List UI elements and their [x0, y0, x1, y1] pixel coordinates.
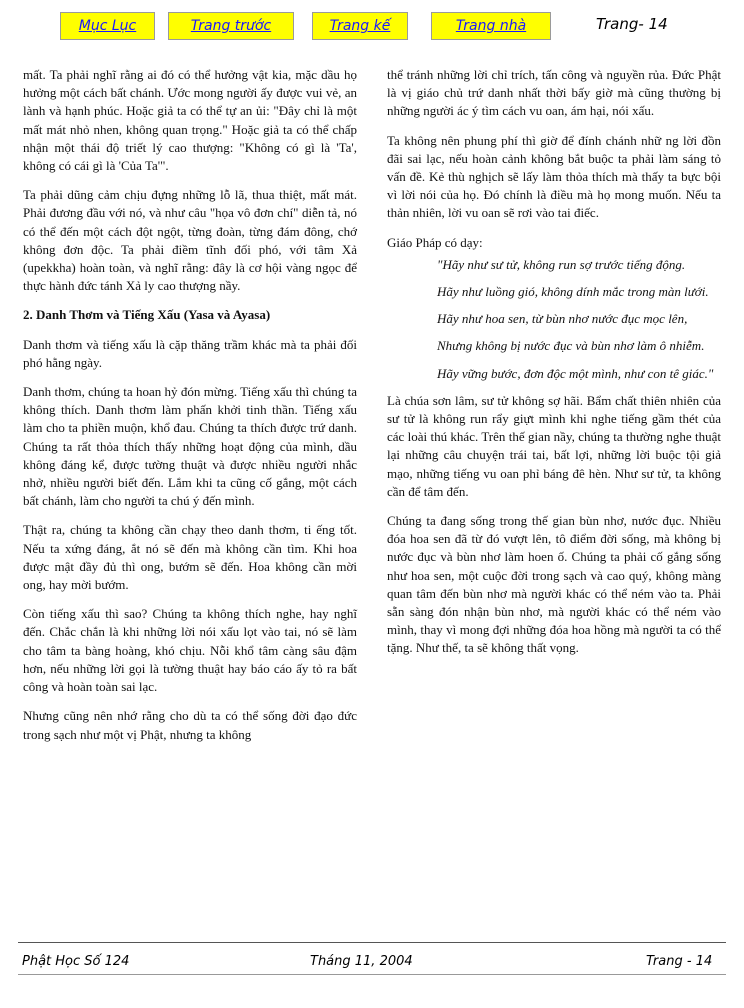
quote-line: "Hãy như sư tử, không run sợ trước tiếng động. [437, 256, 686, 272]
paragraph: Còn tiếng xấu thì sao? Chúng ta không thích nghe, hay nghĩ đến. Chắc chắn là khi những lời nói xấu lọt vào tai, nó sẽ làm cho tâm ta bàng hoàng, khó chịu. Nỗi khổ tâm càng sâu đậm hơn, nếu những lời gọi là tường thuật hay báo cáo ấy tỏ ra bất công và hoàn toàn sai lạc. [23, 606, 357, 695]
paragraph: Ta không nên phung phí thì giờ để đính chánh nhữ ng lời đồn đãi sai lạc, nếu hoàn cảnh không bắt buộc ta phải làm sáng tỏ vấn đề. Kẻ thù nghịch sẽ lấy làm thỏa thích mà thấy ta bực bội vì lời nói của họ. Đó chính là điều mà họ mong muốn. Nếu ta thản nhiên, lời vu oan sẽ rơi vào tai điếc. [387, 132, 721, 221]
right-text-column [387, 66, 721, 669]
muc-luc-button[interactable]: Mục Lục [60, 12, 155, 40]
paragraph: Ta phải dũng cảm chịu đựng những lỗ lã, thua thiệt, mất mát. Phải đương đầu với nó, và như câu "họa vô đơn chí" diễn tả, nó có thể đến một cách đột ngột, từng đoàn, từng đám đông, chớ không đơn độc. Ta phải điềm tĩnh đối phó, với tâm Xả (upekkha) hoàn toàn, và nghĩ rằng: đây là cơ hội vàng ngọc để thực hành đức tánh Xả ly cao thượng nầy. [23, 187, 357, 294]
quote-line: Hãy như luồng gió, không dính mắc trong màn lưới. [437, 284, 709, 300]
paragraph: Danh thơm và tiếng xấu là cặp thăng trầm khác mà ta phải đối phó hằng ngày. [23, 336, 357, 370]
quote-line: Hãy như hoa sen, từ bùn nhơ nước đục mọc lên, [437, 311, 688, 327]
previous-page-button[interactable]: Trang trước [168, 12, 294, 40]
paragraph: mất. Ta phải nghĩ rằng ai đó có thể hưởng vật kia, mặc dầu họ hưởng một cách bất chánh. Ước mong người ấy được vui vẻ, an lành và hạnh phúc. Hoặc giả ta có thể tự an ủi: "Đây chỉ là một mất mát nhỏ nhen, không quan trọng." Hoặc giả ta có thể chấp nhận một thái độ triết lý cao thượng: "Không có gì là 'Ta', không có cái gì là 'Của Ta'". [23, 67, 357, 174]
quote-line: Nhưng không bị nước đục và bùn nhơ làm ô nhiễm. [437, 338, 705, 354]
paragraph: Giáo Pháp có dạy: [387, 234, 483, 250]
footer-date: Tháng 11, 2004 [310, 954, 413, 969]
quote-line: Hãy vững bước, đơn độc một mình, như con tê giác." [437, 365, 714, 381]
paragraph: thể tránh những lời chỉ trích, tấn công và nguyền rủa. Đức Phật là vị giáo chủ trứ danh nhất thời bấy giờ mà cũng thường bị những người ác ý tìm cách vu oan, ám hại, nói xấu. [387, 67, 721, 119]
home-page-button[interactable]: Trang nhà [431, 12, 551, 40]
paragraph: Là chúa sơn lâm, sư tử không sợ hãi. Bẩm chất thiên nhiên của sư tử là không run rẩy giựt mình khi nghe tiếng gầm thét của các loài thú khác. Trên thế gian nầy, chúng ta thường nghe thuật lại những câu chuyện trái tai, bất lợi, những lời buộc tội giả mạo, những tiếng vu oan phỉ báng đê hèn. Như sư tử, ta không cần để tâm đến. [387, 392, 721, 499]
left-text-column [23, 66, 357, 755]
section-heading: 2. Danh Thơm và Tiếng Xấu (Yasa và Ayasa) [23, 307, 271, 323]
footer-divider [18, 942, 726, 943]
page-number-label: Trang- 14 [596, 15, 668, 33]
top-navigation [0, 12, 744, 42]
next-page-button[interactable]: Trang kế [312, 12, 408, 40]
paragraph: Thật ra, chúng ta không cần chạy theo danh thơm, ti ếng tốt. Nếu ta xứng đáng, ắt nó sẽ đến mà không cần tìm. Khi hoa được mật đầy đủ thì ong, bướm sẽ đến. Hoa không cần mời ong, hay mời bướm. [23, 522, 357, 593]
paragraph: Danh thơm, chúng ta hoan hỷ đón mừng. Tiếng xấu thì chúng ta không thích. Danh thơm làm phấn khởi tinh thần. Tiếng xấu làm cho ta phiền muộn, khổ đau. Chúng ta thích được trứ danh. Chúng ta rất thỏa thích thấy những hoạt động của mình, dầu không đáng kể, được tường thuật và được nhiều người nhắc nhở, nhiều người biết đến. Lắm khi ta cũng cố gắng, một cách bất chánh, làm cho người ta chú ý đến mình. [23, 384, 357, 509]
paragraph: Nhưng cũng nên nhớ rằng cho dù ta có thể sống đời đạo đức trong sạch như một vị Phật, nhưng ta không [23, 708, 357, 742]
footer-publication: Phật Học Số 124 [22, 954, 130, 969]
footer-page-number: Trang - 14 [646, 954, 713, 969]
footer-bottom-divider [18, 974, 726, 975]
paragraph: Chúng ta đang sống trong thế gian bùn nhơ, nước đục. Nhiều đóa hoa sen đã từ đó vượt lên, tô điểm đời sống, mà không bị nước đục và bùn nhơ làm hoen ố. Chúng ta phải cố gắng sống như hoa sen, một cuộc đời trong sạch và cao quý, không màng quan tâm đến bùn nhơ mà người khác có thể ném vào ta. Phải sẵn sàng đón nhận bùn nhơ, mà người khác có thể ném vào mình, thay vì mong đợi những đóa hoa hồng mà người ta có thể tặng. Như thế, ta sẽ không thất vọng. [387, 513, 721, 656]
